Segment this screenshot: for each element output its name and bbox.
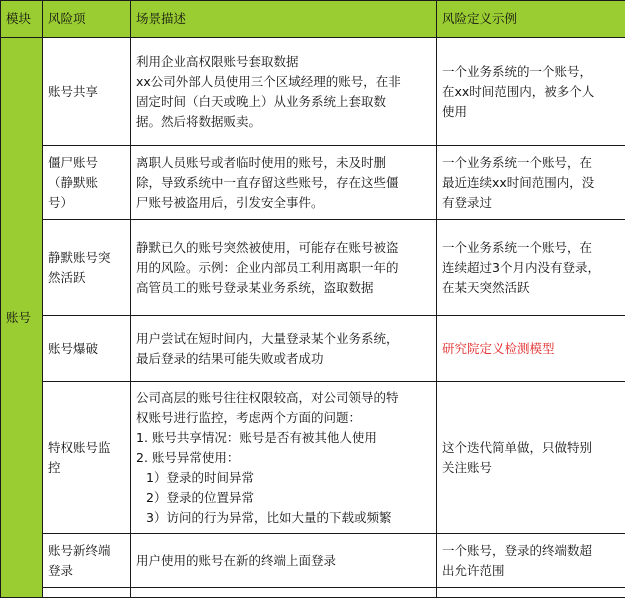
header-risk-item: 风险项	[43, 1, 131, 38]
table-row	[1, 316, 625, 382]
table-row	[1, 146, 625, 220]
risk-item-cell: 静默账号突 然活跃	[43, 220, 131, 316]
scenario-cell: 利用企业高权限账号套取数据 xx公司外部人员使用三个区域经理的账号，在非 固定时间（白天或晚上）从业务系统上套取数 据。然后将数据贩卖。	[131, 38, 437, 146]
risk-item-cell: 特权账号监 控	[43, 382, 131, 534]
empty-cell	[131, 588, 437, 598]
table-row	[1, 382, 625, 534]
scenario-cell: 离职人员账号或者临时使用的账号，未及时删 除，导致系统中一直存留这些账号，存在这些僵 尸账号被盗用后，引发安全事件。	[131, 146, 437, 220]
definition-cell: 一个业务系统的一个账号， 在xx时间范围内，被多个人 使用	[437, 38, 625, 146]
empty-cell	[43, 588, 131, 598]
definition-cell: 一个业务系统一个账号，在 连续超过3个月内没有登录， 在某天突然活跃	[437, 220, 625, 316]
scenario-cell: 用户尝试在短时间内，大量登录某个业务系统， 最后登录的结果可能失败或者成功	[131, 316, 437, 382]
scenario-cell: 静默已久的账号突然被使用，可能存在账号被盗 用的风险。示例：企业内部员工利用离职一年的 高管员工的账号登录某业务系统，盗取数据	[131, 220, 437, 316]
table-row	[1, 220, 625, 316]
table-row	[1, 38, 625, 146]
module-cell: 账号	[1, 38, 43, 598]
scenario-cell: 公司高层的账号往往权限较高，对公司领导的特 权账号进行监控，考虑两个方面的问题： 1. 账号共享情况：账号是否有被其他人使用 2. 账号异常使用： 1）登录的时间异常 2）登录的位置异常 3）访问的行为异常，比如大量的下载或频繁	[131, 382, 437, 534]
risk-item-cell: 账号新终端 登录	[43, 534, 131, 588]
table-row	[1, 534, 625, 588]
header-definition: 风险定义示例	[437, 1, 625, 38]
risk-item-cell: 账号共享	[43, 38, 131, 146]
risk-item-cell: 僵尸账号 （静默账 号）	[43, 146, 131, 220]
header-row	[1, 1, 625, 38]
table-row-empty	[1, 588, 625, 598]
header-module: 模块	[1, 1, 43, 38]
definition-cell: 这个迭代简单做，只做特别 关注账号	[437, 382, 625, 534]
empty-cell	[437, 588, 625, 598]
header-scenario: 场景描述	[131, 1, 437, 38]
definition-cell: 一个账号，登录的终端数超 出允许范围	[437, 534, 625, 588]
definition-cell	[437, 316, 625, 382]
risk-item-cell: 账号爆破	[43, 316, 131, 382]
scenario-cell: 用户使用的账号在新的终端上面登录	[131, 534, 437, 588]
model-note: 研究院定义检测模型	[442, 340, 555, 356]
definition-cell: 一个业务系统一个账号，在 最近连续xx时间范围内，没 有登录过	[437, 146, 625, 220]
